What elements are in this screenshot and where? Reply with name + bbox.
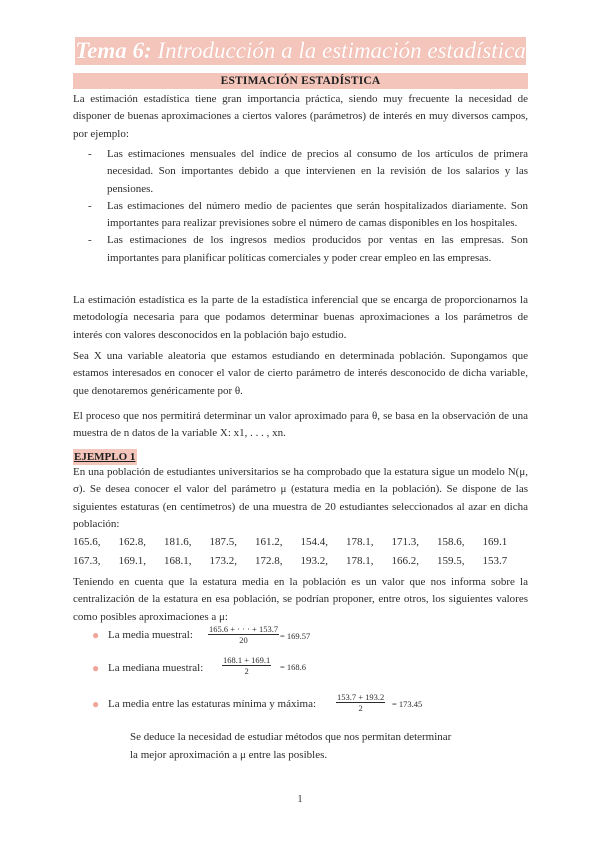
variable-paragraph: Sea X una variable aleatoria que estamos estudiando en determinada población. Supongamos que estamos interesados en conocer el valor de cierto parámetro de interés desconocido de dicha variable, que denotaremos genéricamente por θ.	[73, 350, 528, 397]
fraction-numerator: 153.7 + 193.2	[337, 692, 385, 702]
estimator-result: = 168.6	[280, 662, 307, 672]
list-item	[88, 198, 528, 233]
data-value: 178.1,	[346, 555, 374, 567]
title-banner	[75, 37, 526, 65]
data-value: 158.6,	[437, 536, 465, 548]
data-value: 169.1,	[118, 555, 146, 567]
fraction-denominator: 2	[358, 703, 363, 713]
dash-marker: -	[88, 148, 92, 160]
section-banner	[73, 73, 528, 89]
fraction-denominator: 20	[239, 635, 248, 645]
discussion-paragraph: Teniendo en cuenta que la estatura media en la población es un valor que nos informa sobre la centralización de la estatura en esa población, se podrían proponer, entre otros, los siguientes valores como posibles aproximaciones a μ:	[73, 576, 528, 623]
estimator-label: La media muestral:	[108, 629, 193, 641]
data-row-1	[73, 534, 528, 551]
estimator-result: = 173.45	[392, 699, 423, 709]
data-value: 169.1	[482, 536, 508, 548]
estimator-result: = 169.57	[280, 631, 311, 641]
intro-paragraph: La estimación estadística tiene gran importancia práctica, siendo muy frecuente la necesidad de disponer de buenas aproximaciones a ciertos valores (parámetros) de interés en muy diversos campos, por ejemplo:	[73, 93, 528, 140]
data-value: 165.6,	[73, 536, 101, 548]
data-value: 167.3,	[73, 555, 101, 567]
conclusion-line-2: la mejor aproximación a μ entre las posibles.	[130, 749, 328, 761]
fraction-denominator: 2	[244, 666, 249, 676]
definition-paragraph: La estimación estadística es la parte de la estadística inferencial que se encarga de proporcionarnos la metodología necesaria para que podamos determinar buenas aproximaciones a los parámetros de interés con valores desconocidos en la población bajo estudio.	[73, 294, 528, 341]
data-value: 171.3,	[391, 536, 419, 548]
data-value: 178.1,	[346, 536, 374, 548]
data-value: 154.4,	[300, 536, 328, 548]
example-heading: EJEMPLO 1	[74, 451, 136, 463]
list-item	[88, 232, 528, 267]
estimator-fraction	[336, 692, 385, 713]
data-value: 153.7	[482, 555, 508, 567]
data-value: 162.8,	[118, 536, 146, 548]
data-value: 193.2,	[300, 555, 328, 567]
data-value: 168.1,	[164, 555, 192, 567]
data-row-2	[73, 553, 528, 570]
title-topic-number: Tema 6:	[75, 38, 152, 63]
examples-list	[88, 146, 528, 267]
list-item	[88, 146, 528, 198]
estimator-fraction	[222, 655, 271, 676]
data-value: 161.2,	[255, 536, 283, 548]
page-title	[75, 37, 526, 65]
example-paragraph: En una población de estudiantes universitarios se ha comprobado que la estatura sigue un modelo N(μ, σ). Se desea conocer el valor del parámetro μ (estatura media en la población). Se dispone de las siguientes estaturas (en centímetros) de una muestra de 20 estudiantes seleccionados al azar en dicha población:	[73, 466, 528, 530]
dash-marker: -	[88, 234, 92, 247]
list-item-text: Las estimaciones mensuales del índice de precios al consumo de los artículos de primera necesidad. Son importantes debido a que intervienen en la revisión de los salarios y las pensiones.	[107, 148, 528, 195]
data-value: 166.2,	[391, 555, 419, 567]
data-value: 187.5,	[209, 536, 237, 548]
data-value: 173.2,	[209, 555, 237, 567]
bullet-dot-icon: ●	[92, 697, 100, 711]
page-number: 1	[297, 794, 303, 805]
bullet-dot-icon: ●	[92, 628, 100, 642]
section-title: ESTIMACIÓN ESTADÍSTICA	[220, 75, 381, 87]
title-topic-name: Introducción a la estimación estadística	[151, 38, 526, 63]
fraction-numerator: 165.6 + · · · + 153.7	[209, 624, 279, 634]
estimator-label: La mediana muestral:	[108, 662, 204, 674]
bullet-dot-icon: ●	[92, 661, 100, 675]
data-value: 181.6,	[164, 536, 192, 548]
data-value: 159.5,	[437, 555, 465, 567]
fraction-numerator: 168.1 + 169.1	[223, 655, 271, 665]
estimator-label: La media entre las estaturas mínima y máxima:	[108, 698, 317, 710]
data-value: 172.8,	[255, 555, 283, 567]
estimator-fraction	[208, 624, 279, 645]
dash-marker: -	[88, 199, 92, 212]
process-paragraph: El proceso que nos permitirá determinar un valor aproximado para θ, se basa en la observación de una muestra de n datos de la variable X: x1, . . . , xn.	[73, 410, 528, 440]
list-item-text: Las estimaciones de los ingresos medios producidos por ventas en las empresas. Son importantes para planificar políticas comerciales y poder crear empleo en las empresas.	[107, 234, 528, 264]
conclusion-line-1: Se deduce la necesidad de estudiar métodos que nos permitan determinar	[130, 731, 452, 743]
list-item-text: Las estimaciones del número medio de pacientes que serán hospitalizados diariamente. Son importantes para realizar previsiones sobre el número de camas disponibles en los hospitales.	[107, 199, 528, 230]
